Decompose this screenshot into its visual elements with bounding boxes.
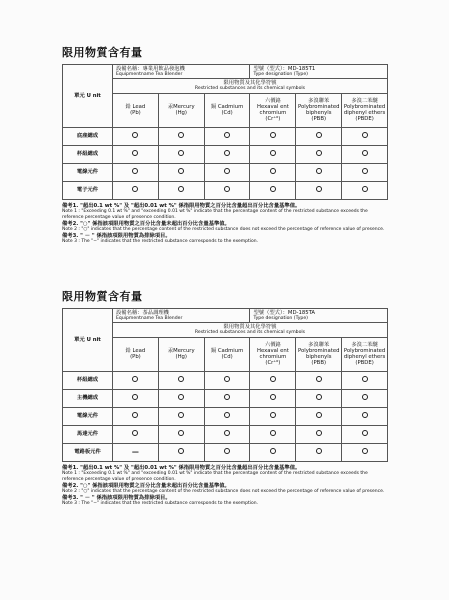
mark-cell: [158, 127, 204, 145]
table-row: [63, 389, 388, 407]
mark-cell: [342, 127, 388, 145]
table-row: [63, 407, 388, 425]
equipment-cell: 設備名稱：專業用飲品發泡機 Equipmentname Tea Blender: [113, 65, 250, 79]
mark-cell: [204, 389, 250, 407]
mark-cell: [113, 425, 159, 443]
note-line: Note 3 : The "−" indicates that the restricted substance corresponds to the exemption.: [62, 501, 259, 507]
row-label: 杯組總成: [63, 145, 113, 163]
restricted-substances-table: [62, 64, 388, 200]
circle-mark-icon: [178, 186, 184, 192]
table-row: [63, 371, 388, 389]
section-title: 限用物質含有量: [62, 46, 143, 59]
mark-cell: [204, 181, 250, 199]
row-label: 馬達元件: [63, 425, 113, 443]
mark-cell: [113, 371, 159, 389]
note-line: Note 2 : "○" indicates that the percentage content of the restricted substance does not exceed the percentage of reference value of presence.: [62, 227, 385, 233]
circle-mark-icon: [224, 132, 230, 138]
circle-mark-icon: [270, 394, 276, 400]
notes: [62, 203, 388, 245]
mark-cell: [158, 145, 204, 163]
circle-mark-icon: [362, 376, 368, 382]
mark-cell: [296, 443, 342, 461]
circle-mark-icon: [316, 168, 322, 174]
circle-mark-icon: [178, 150, 184, 156]
circle-mark-icon: [224, 430, 230, 436]
table-row: [63, 425, 388, 443]
circle-mark-icon: [178, 430, 184, 436]
mark-cell: [250, 389, 296, 407]
row-label: 底座總成: [63, 127, 113, 145]
circle-mark-icon: [316, 412, 322, 418]
row-label: 電子元件: [63, 181, 113, 199]
mark-cell: [158, 163, 204, 181]
table-row: [63, 127, 388, 145]
circle-mark-icon: [270, 132, 276, 138]
circle-mark-icon: [178, 132, 184, 138]
circle-mark-icon: [178, 376, 184, 382]
mark-cell: [113, 389, 159, 407]
substance-column-header: 鎘 Cadmium (Cd): [204, 337, 250, 371]
mark-cell: [296, 389, 342, 407]
mark-cell: [342, 181, 388, 199]
mark-cell: [204, 163, 250, 181]
substance-column-header: 汞Mercury (Hg): [158, 337, 204, 371]
rohs-section-2: [62, 288, 388, 507]
circle-mark-icon: [316, 186, 322, 192]
circle-mark-icon: [224, 150, 230, 156]
mark-cell: [158, 181, 204, 199]
restricted-header: 限用物質及其化學符號 Restricted substances and its chemical symbols: [113, 79, 388, 93]
note-line: 備考2. "○" 係指該項限用物質之百分比含量未超出百分比含量基準值。: [62, 482, 230, 489]
circle-mark-icon: [132, 186, 138, 192]
mark-cell: [296, 181, 342, 199]
circle-mark-icon: [132, 168, 138, 174]
note-line: Note 2 : "○" indicates that the percentage content of the restricted substance does not exceed the percentage of reference value of presence.: [62, 489, 385, 495]
circle-mark-icon: [270, 430, 276, 436]
circle-mark-icon: [316, 430, 322, 436]
note-line: 備考1. "超出0.1 wt %" 及 "超出0.01 wt %" 係指限用物質之百分比含量超出百分比含量基準值。: [62, 202, 301, 209]
circle-mark-icon: [132, 132, 138, 138]
mark-cell: [342, 389, 388, 407]
circle-mark-icon: [270, 376, 276, 382]
mark-cell: [158, 389, 204, 407]
unit-header: 單元 U nit: [63, 309, 113, 372]
mark-cell: [296, 163, 342, 181]
mark-cell: [158, 407, 204, 425]
circle-mark-icon: [316, 394, 322, 400]
circle-mark-icon: [178, 448, 184, 454]
restricted-header: 限用物質及其化學符號 Restricted substances and its chemical symbols: [113, 323, 388, 337]
equipment-row: [63, 65, 388, 79]
circle-mark-icon: [362, 150, 368, 156]
circle-mark-icon: [224, 448, 230, 454]
note-line: Note 1 : "Exceeding 0.1 wt %" and "exceeding 0.01 wt %" indicate that the percentage content of the restricted substance exceeds the reference percentage value of presence condition.: [62, 209, 368, 220]
table-row: [63, 443, 388, 461]
mark-cell: [342, 163, 388, 181]
note-line: 備考3. " － " 係指該項限用物質為排除項目。: [62, 494, 171, 501]
substance-column-header: 六價鉻 Hexaval ent chromium (Cr⁺⁶): [250, 337, 296, 371]
circle-mark-icon: [224, 186, 230, 192]
table-row: [63, 181, 388, 199]
mark-cell: [296, 127, 342, 145]
circle-mark-icon: [316, 376, 322, 382]
circle-mark-icon: [132, 150, 138, 156]
circle-mark-icon: [270, 448, 276, 454]
mark-cell: [342, 145, 388, 163]
substance-column-header: 多溴二苯醚 Polybrominated diphenyl ethers (PBDE): [342, 337, 388, 371]
rohs-section-1: [62, 44, 388, 245]
circle-mark-icon: [316, 448, 322, 454]
mark-cell: [158, 443, 204, 461]
circle-mark-icon: [178, 168, 184, 174]
mark-cell: [113, 163, 159, 181]
circle-mark-icon: [224, 168, 230, 174]
circle-mark-icon: [362, 132, 368, 138]
mark-cell: [204, 127, 250, 145]
substance-column-header: 鎘 Cadmium (Cd): [204, 93, 250, 127]
mark-cell: [250, 443, 296, 461]
circle-mark-icon: [178, 394, 184, 400]
mark-cell: [296, 371, 342, 389]
note-line: 備考3. " － " 係指該項限用物質為排除項目。: [62, 232, 171, 239]
circle-mark-icon: [270, 186, 276, 192]
circle-mark-icon: [132, 430, 138, 436]
mark-cell: [250, 127, 296, 145]
mark-cell: [204, 407, 250, 425]
circle-mark-icon: [316, 132, 322, 138]
mark-cell: [113, 443, 159, 461]
type-cell: 型號（型式）：MD-185T1 Type designation (Type): [250, 65, 388, 79]
substance-column-header: 汞Mercury (Hg): [158, 93, 204, 127]
note-line: 備考1. "超出0.1 wt %" 及 "超出0.01 wt %" 係指限用物質之百分比含量超出百分比含量基準值。: [62, 464, 301, 471]
substance-column-header: 多溴聯苯 Polybrominated biphenyls (PBB): [296, 93, 342, 127]
circle-mark-icon: [270, 412, 276, 418]
circle-mark-icon: [362, 186, 368, 192]
mark-cell: [158, 425, 204, 443]
circle-mark-icon: [224, 376, 230, 382]
circle-mark-icon: [362, 412, 368, 418]
type-cell: 型號（型式）：MD-185TA Type designation (Type): [250, 309, 388, 323]
mark-cell: [204, 371, 250, 389]
circle-mark-icon: [270, 168, 276, 174]
circle-mark-icon: [178, 412, 184, 418]
circle-mark-icon: [224, 412, 230, 418]
substance-column-header: 鉛 Lead (Pb): [113, 337, 159, 371]
substance-column-header: 六價鉻 Hexaval ent chromium (Cr⁺⁶): [250, 93, 296, 127]
equipment-row: [63, 309, 388, 323]
mark-cell: [250, 163, 296, 181]
circle-mark-icon: [132, 412, 138, 418]
mark-cell: [204, 425, 250, 443]
circle-mark-icon: [362, 394, 368, 400]
mark-cell: [342, 425, 388, 443]
row-label: 主機總成: [63, 389, 113, 407]
mark-cell: [158, 371, 204, 389]
substance-column-header: 多溴聯苯 Polybrominated biphenyls (PBB): [296, 337, 342, 371]
row-label: 杯組總成: [63, 371, 113, 389]
row-label: 電線元件: [63, 163, 113, 181]
mark-cell: [342, 371, 388, 389]
dash-mark: —: [131, 448, 139, 457]
mark-cell: [113, 407, 159, 425]
circle-mark-icon: [270, 150, 276, 156]
mark-cell: [250, 181, 296, 199]
mark-cell: [250, 407, 296, 425]
note-line: 備考2. "○" 係指該項限用物質之百分比含量未超出百分比含量基準值。: [62, 220, 230, 227]
mark-cell: [204, 145, 250, 163]
circle-mark-icon: [362, 448, 368, 454]
circle-mark-icon: [132, 394, 138, 400]
restricted-substances-table: [62, 308, 388, 462]
substance-column-header: 鉛 Lead (Pb): [113, 93, 159, 127]
mark-cell: [250, 371, 296, 389]
mark-cell: [113, 181, 159, 199]
section-title: 限用物質含有量: [62, 290, 143, 303]
mark-cell: [342, 443, 388, 461]
note-line: Note 3 : The "−" indicates that the restricted substance corresponds to the exemption.: [62, 239, 259, 245]
mark-cell: [250, 425, 296, 443]
equipment-cell: 設備名稱：茶品調理機 Equipmentname Tea Blender: [113, 309, 250, 323]
mark-cell: [296, 407, 342, 425]
note-line: Note 1 : "Exceeding 0.1 wt %" and "exceeding 0.01 wt %" indicate that the percentage content of the restricted substance exceeds the reference percentage value of presence condition.: [62, 471, 368, 482]
circle-mark-icon: [362, 430, 368, 436]
row-label: 電路板元件: [63, 443, 113, 461]
unit-header: 單元 U nit: [63, 65, 113, 128]
mark-cell: [250, 145, 296, 163]
mark-cell: [204, 443, 250, 461]
circle-mark-icon: [132, 376, 138, 382]
row-label: 電線元件: [63, 407, 113, 425]
table-row: [63, 145, 388, 163]
substance-column-header: 多溴二苯醚 Polybrominated diphenyl ethers (PBDE): [342, 93, 388, 127]
table-row: [63, 163, 388, 181]
mark-cell: [296, 145, 342, 163]
circle-mark-icon: [224, 394, 230, 400]
circle-mark-icon: [316, 150, 322, 156]
mark-cell: [113, 145, 159, 163]
mark-cell: [296, 425, 342, 443]
mark-cell: [342, 407, 388, 425]
circle-mark-icon: [362, 168, 368, 174]
notes: [62, 465, 388, 507]
mark-cell: [113, 127, 159, 145]
